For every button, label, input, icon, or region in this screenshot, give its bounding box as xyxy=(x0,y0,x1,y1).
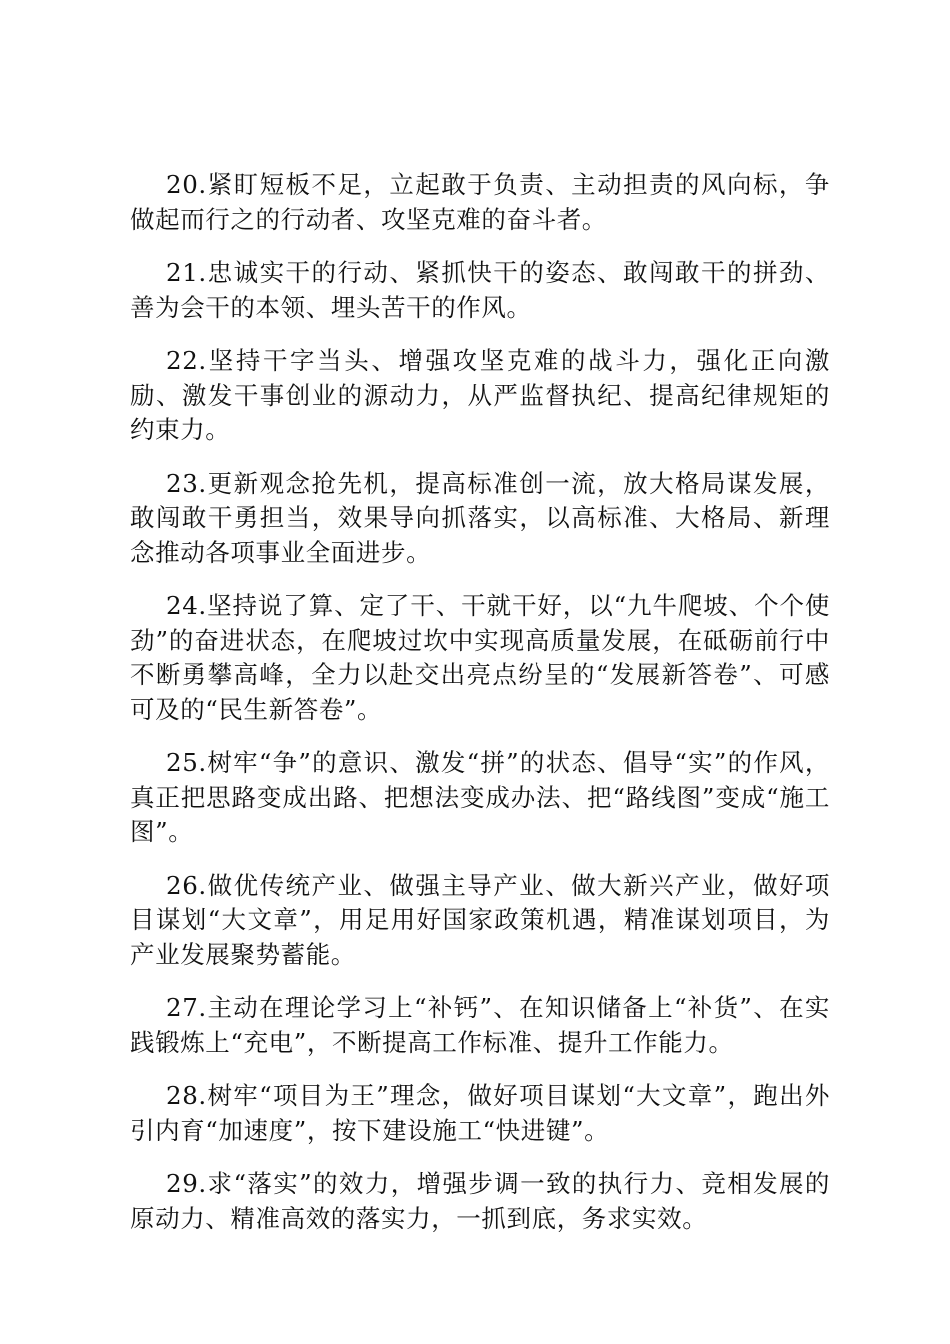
paragraph-24: 24.坚持说了算、定了干、干就干好，以“九牛爬坡、个个使劲”的奋进状态，在爬坡过坎中实现高质量发展，在砥砺前行中不断勇攀高峰，全力以赴交出亮点纷呈的“发展新答卷”、可感可及的“民生新答卷”。 xyxy=(130,591,830,724)
paragraph-23: 23.更新观念抢先机，提高标准创一流，放大格局谋发展，敢闯敢干勇担当，效果导向抓落实，以高标准、大格局、新理念推动各项事业全面进步。 xyxy=(130,468,830,567)
paragraph-26: 26.做优传统产业、做强主导产业、做大新兴产业，做好项目谋划“大文章”，用足用好国家政策机遇，精准谋划项目，为产业发展聚势蓄能。 xyxy=(130,870,830,969)
paragraph-27: 27.主动在理论学习上“补钙”、在知识储备上“补货”、在实践锻炼上“充电”，不断提高工作标准、提升工作能力。 xyxy=(130,993,830,1057)
paragraph-28: 28.树牢“项目为王”理念，做好项目谋划“大文章”，跑出外引内育“加速度”，按下建设施工“快进键”。 xyxy=(130,1081,830,1145)
paragraph-25: 25.树牢“争”的意识、激发“拼”的状态、倡导“实”的作风，真正把思路变成出路、把想法变成办法、把“路线图”变成“施工图”。 xyxy=(130,748,830,846)
paragraph-22: 22.坚持干字当头、增强攻坚克难的战斗力，强化正向激励、激发干事创业的源动力，从严监督执纪、提高纪律规矩的约束力。 xyxy=(130,346,830,444)
paragraph-29: 29.求“落实”的效力，增强步调一致的执行力、竞相发展的原动力、精准高效的落实力，一抓到底，务求实效。 xyxy=(130,1169,830,1233)
document-body xyxy=(130,168,830,1255)
paragraph-21: 21.忠诚实干的行动、紧抓快干的姿态、敢闯敢干的拼劲、善为会干的本领、埋头苦干的作风。 xyxy=(130,258,830,322)
paragraph-20: 20.紧盯短板不足，立起敢于负责、主动担责的风向标，争做起而行之的行动者、攻坚克难的奋斗者。 xyxy=(130,170,830,234)
